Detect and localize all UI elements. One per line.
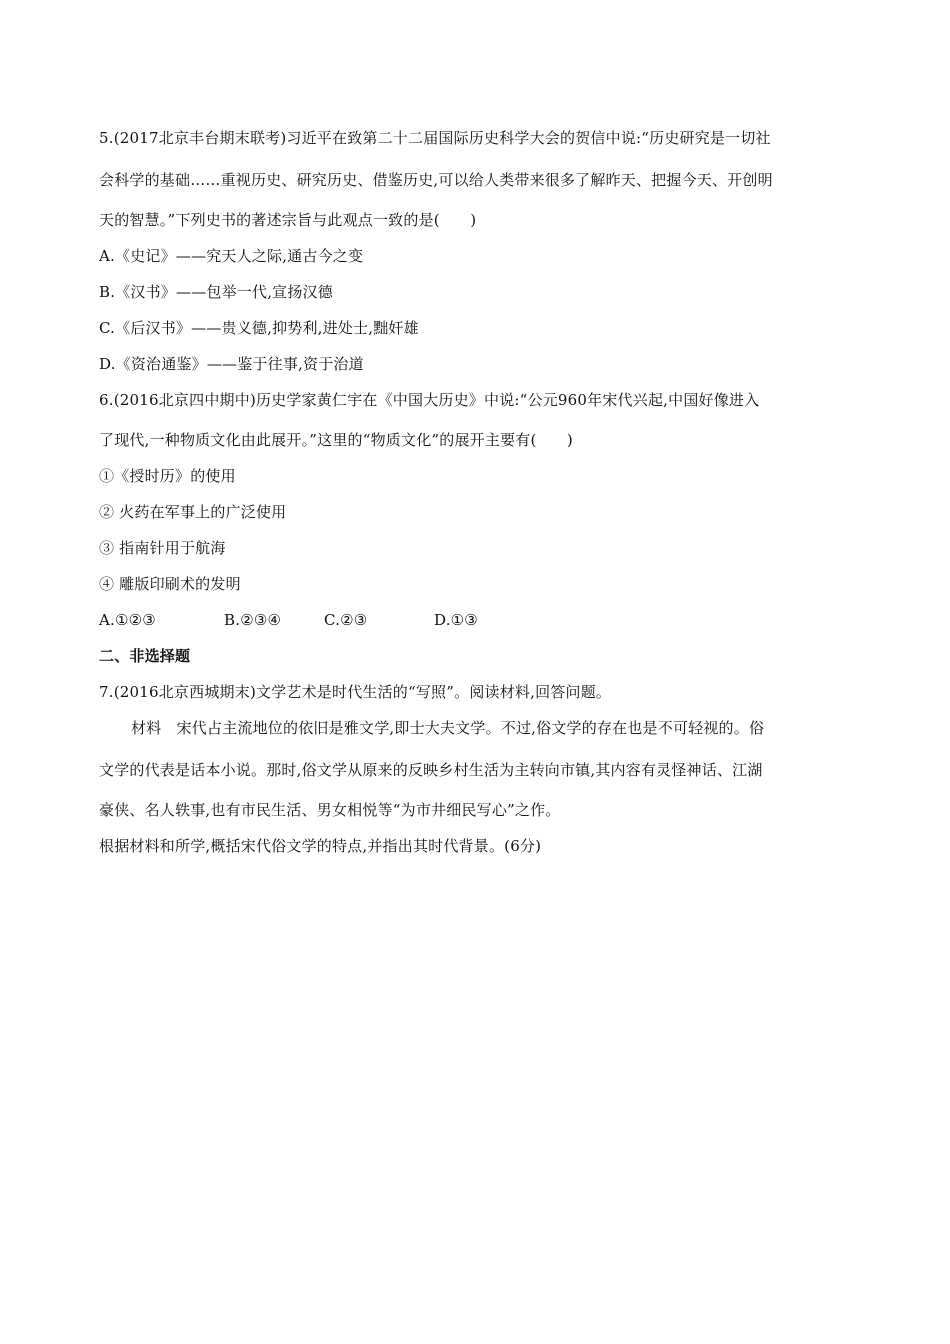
q6-item-1: ①《授时历》的使用 bbox=[99, 467, 236, 485]
q6-options-row bbox=[99, 610, 478, 630]
q5-stem-line-1: 5.(2017北京丰台期末联考)习近平在致第二十二届国际历史科学大会的贺信中说:“历史研究是一切社 bbox=[99, 129, 771, 147]
q5-option-b: B.《汉书》——包举一代,宣扬汉德 bbox=[99, 283, 333, 301]
q6-option-d: D.①③ bbox=[434, 611, 478, 629]
q6-option-c: C.②③ bbox=[324, 611, 368, 629]
q5-stem-line-3: 天的智慧。”下列史书的著述宗旨与此观点一致的是( ) bbox=[99, 211, 477, 229]
q5-option-a: A.《史记》——究天人之际,通古今之变 bbox=[99, 247, 364, 265]
q6-item-4: ④ 雕版印刷术的发明 bbox=[99, 575, 241, 593]
q6-stem-line-2: 了现代,一种物质文化由此展开。”这里的“物质文化”的展开主要有( ) bbox=[99, 431, 573, 449]
q5-stem-line-2: 会科学的基础……重视历史、研究历史、借鉴历史,可以给人类带来很多了解昨天、把握今天、开创明 bbox=[99, 171, 773, 189]
q6-option-a: A.①②③ bbox=[99, 611, 156, 629]
section-heading: 二、非选择题 bbox=[99, 647, 191, 665]
q6-stem-line-1: 6.(2016北京四中期中)历史学家黄仁宇在《中国大历史》中说:“公元960年宋代兴起,中国好像进入 bbox=[99, 391, 760, 409]
q7-prompt: 根据材料和所学,概括宋代俗文学的特点,并指出其时代背景。(6分) bbox=[99, 837, 542, 855]
q6-option-b: B.②③④ bbox=[224, 611, 282, 629]
q7-material-line-1: 材料 宋代占主流地位的依旧是雅文学,即士大夫文学。不过,俗文学的存在也是不可轻视的。俗 bbox=[131, 719, 765, 737]
q7-material-line-2: 文学的代表是话本小说。那时,俗文学从原来的反映乡村生活为主转向市镇,其内容有灵怪神话、江湖 bbox=[99, 761, 763, 779]
q6-item-2: ② 火药在军事上的广泛使用 bbox=[99, 503, 287, 521]
q5-option-c: C.《后汉书》——贵义德,抑势利,进处士,黜奸雄 bbox=[99, 319, 419, 337]
q6-item-3: ③ 指南针用于航海 bbox=[99, 539, 226, 557]
q7-material-line-3: 豪侠、名人轶事,也有市民生活、男女相悦等“为市井细民写心”之作。 bbox=[99, 801, 561, 819]
q5-option-d: D.《资治通鉴》——鉴于往事,资于治道 bbox=[99, 355, 364, 373]
q7-stem: 7.(2016北京西城期末)文学艺术是时代生活的“写照”。阅读材料,回答问题。 bbox=[99, 683, 612, 701]
